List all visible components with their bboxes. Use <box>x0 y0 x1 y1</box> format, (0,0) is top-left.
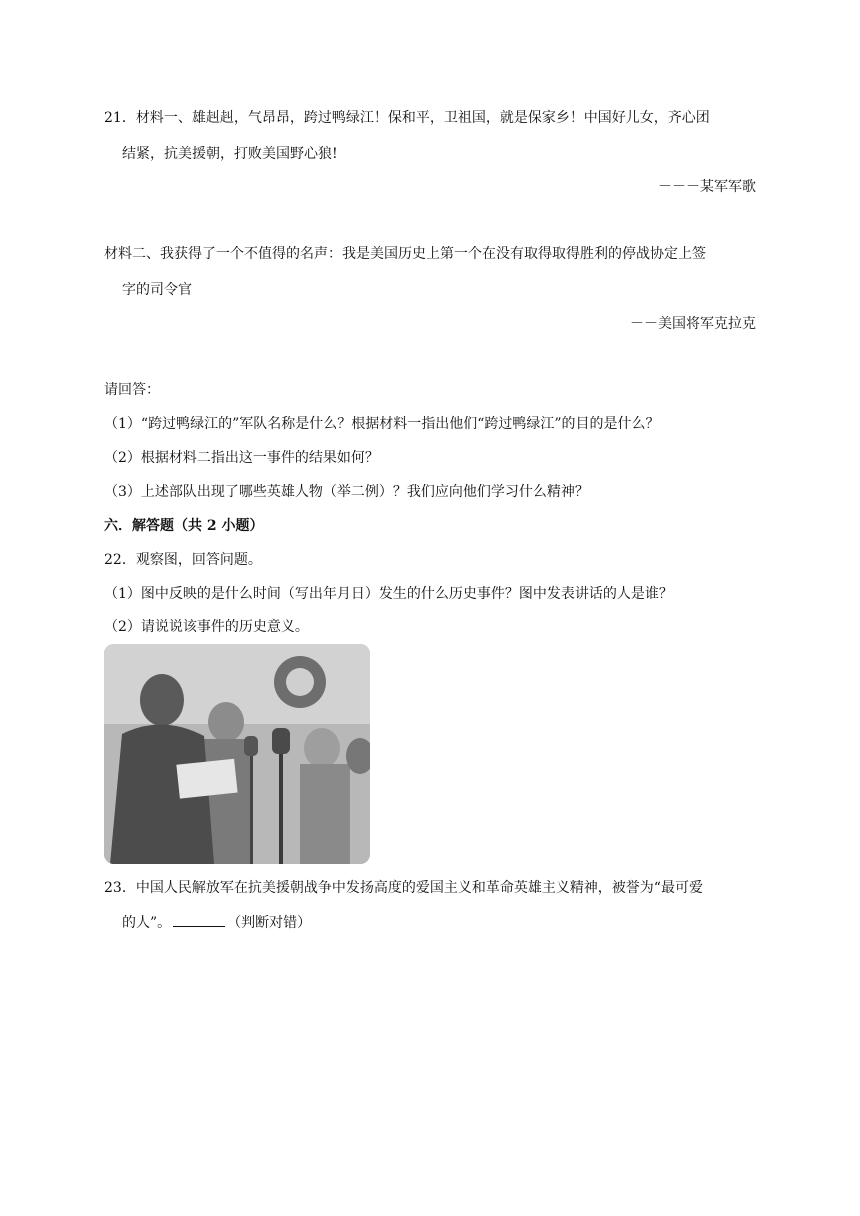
q21-sub3: （3）上述部队出现了哪些英雄人物（举二例）？我们应向他们学习什么精神？ <box>104 484 589 500</box>
q23-line2 <box>122 912 311 933</box>
q21-prompt: 请回答： <box>104 382 160 398</box>
q22-line1: 22．观察图，回答问题。 <box>104 552 262 568</box>
q23-line2-text: 的人”。 <box>122 915 172 931</box>
q21-material2-line2: 字的司令官 <box>122 282 192 298</box>
q21-material1-line2: 结紧，抗美援朝，打败美国野心狼! <box>122 146 338 162</box>
section-heading: 六．解答题（共 2 小题） <box>104 518 264 534</box>
answer-blank[interactable] <box>173 912 225 927</box>
q21-sub1: （1）“跨过鸭绿江的”军队名称是什么？根据材料一指出他们“跨过鸭绿江”的目的是什么？ <box>104 416 660 432</box>
q22-sub2: （2）请说说该事件的历史意义。 <box>104 619 309 635</box>
historical-photo <box>104 644 370 864</box>
q21-source1: －－－某军军歌 <box>658 179 756 195</box>
q23-line1: 23．中国人民解放军在抗美援朝战争中发扬高度的爱国主义和革命英雄主义精神，被誉为“最可爱 <box>104 880 703 896</box>
q22-sub1: （1）图中反映的是什么时间（写出年月日）发生的什么历史事件？图中发表讲话的人是谁？ <box>104 586 673 602</box>
q23-line2-suffix: （判断对错） <box>227 915 312 931</box>
q21-source2: －－美国将军克拉克 <box>630 316 756 332</box>
q21-material2-line1: 材料二、我获得了一个不值得的名声：我是美国历史上第一个在没有取得取得胜利的停战协定上签 <box>104 246 706 262</box>
q21-sub2: （2）根据材料二指出这一事件的结果如何？ <box>104 450 379 466</box>
q21-material1-line1: 21．材料一、雄赳赳，气昂昂，跨过鸭绿江！保和平，卫祖国，就是保家乡！中国好儿女，齐心团 <box>104 110 710 126</box>
